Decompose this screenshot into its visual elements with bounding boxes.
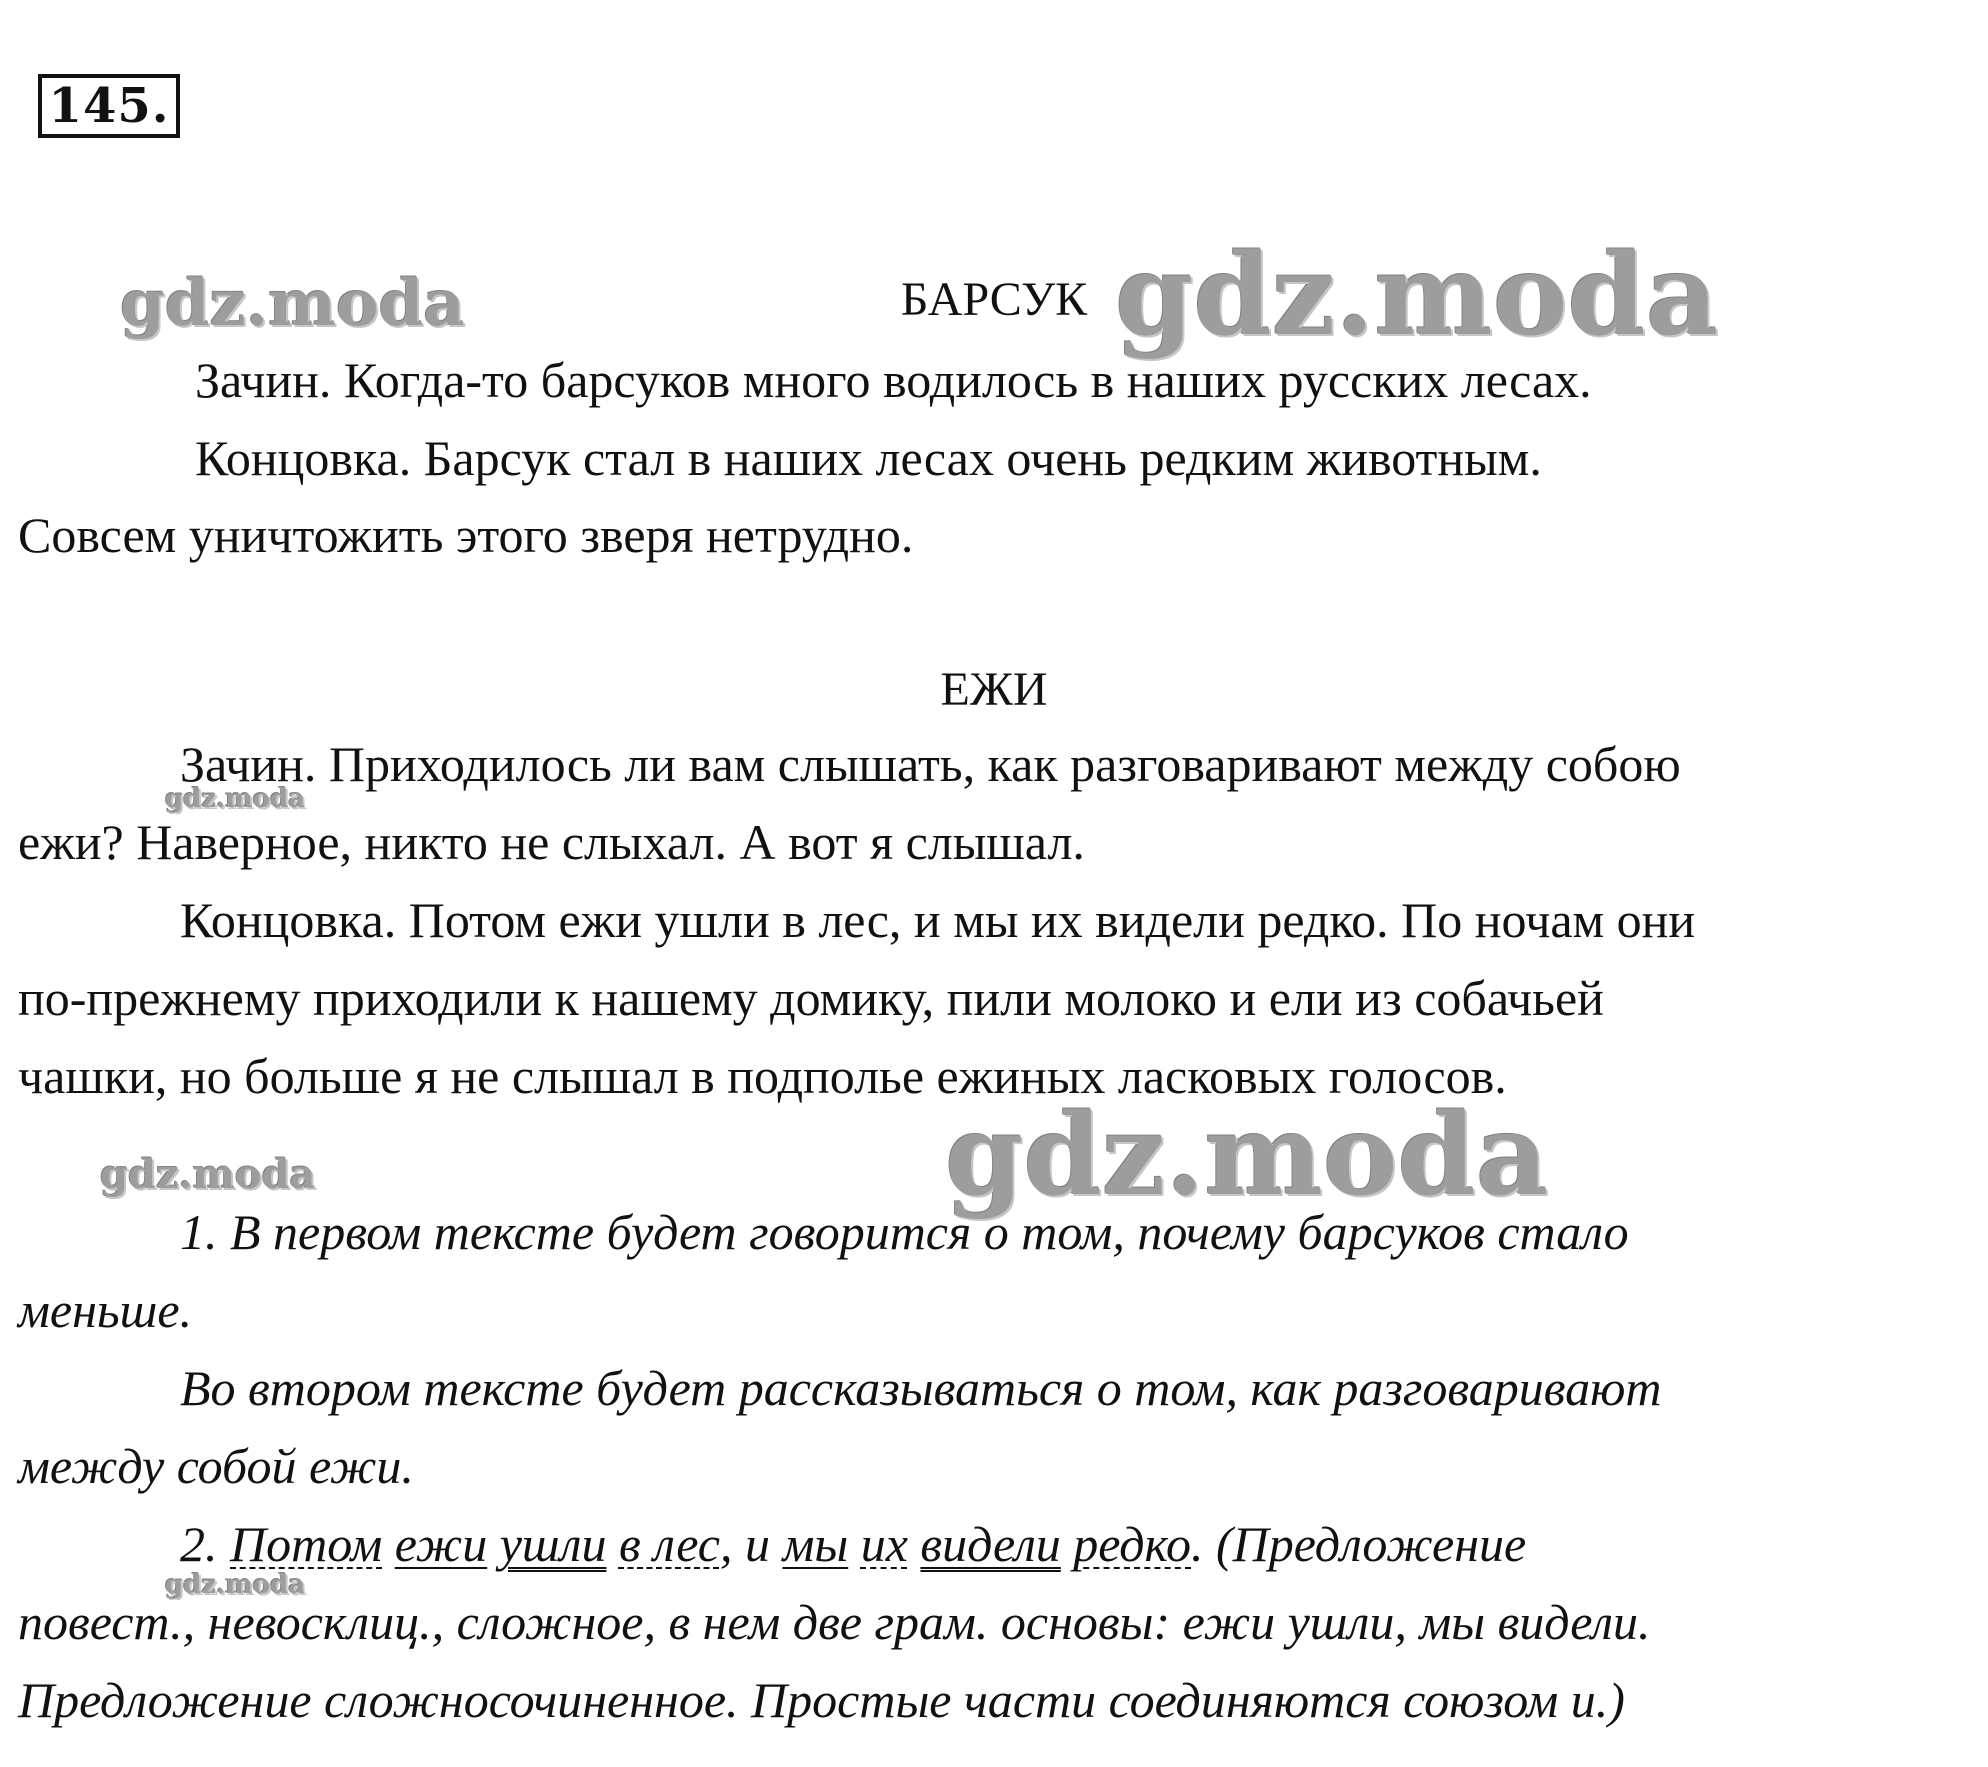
answer-2-comma: , и — [719, 1516, 783, 1572]
section1-line-2: Концовка. Барсук стал в наших лесах очень редким животным. — [195, 430, 1542, 486]
watermark-top-left: gdz.moda — [120, 266, 465, 341]
answer-2-suffix: . (Предложение — [1191, 1516, 1527, 1572]
subject-ezhi: ежи — [394, 1516, 488, 1572]
watermark-mid-left: gdz.moda — [100, 1151, 316, 1198]
predicate-videli: видели — [920, 1516, 1061, 1572]
object-ikh: их — [860, 1516, 908, 1572]
answer-2-prefix: 2. — [180, 1516, 230, 1572]
section1-title: БАРСУК — [900, 273, 1088, 326]
answer-2-line-3: Предложение сложносочиненное. Простые части соединяются союзом и.) — [18, 1672, 1625, 1728]
answer-1b-line-2: между собой ежи. — [18, 1438, 414, 1494]
section2-line-3: Концовка. Потом ежи ушли в лес, и мы их видели редко. По ночам они — [180, 892, 1696, 948]
section2-line-5: чашки, но больше я не слышал в подполье ежиных ласковых голосов. — [18, 1048, 1507, 1104]
watermark-small-2: gdz.moda — [165, 1570, 306, 1600]
watermark-middle: gdz.moda — [945, 1090, 1549, 1221]
predicate-ushli: ушли — [499, 1516, 607, 1572]
watermark-small-1: gdz.moda — [165, 784, 306, 814]
section1-line-1: Зачин. Когда-то барсуков много водилось в наших русских лесах. — [195, 352, 1592, 408]
section2-title: ЕЖИ — [940, 663, 1048, 716]
answer-2-line-2: повест., невосклиц., сложное, в нем две грам. основы: ежи ушли, мы видели. — [18, 1594, 1651, 1650]
section1-line-3: Совсем уничтожить этого зверя нетрудно. — [18, 507, 914, 563]
answer-1b-line-1: Во втором тексте будет рассказываться о том, как разговаривают — [180, 1360, 1662, 1416]
answer-1-line-2: меньше. — [18, 1282, 193, 1338]
adverbial-redko: редко — [1073, 1516, 1192, 1572]
exercise-number: 145. — [38, 74, 180, 138]
answer-2-line-1 — [180, 1514, 1526, 1574]
section2-line-4: по-прежнему приходили к нашему домику, пили молоко и ели из собачьей — [18, 970, 1604, 1026]
adverbial-potom: Потом — [230, 1516, 383, 1572]
subject-my: мы — [782, 1516, 849, 1572]
answer-1-line-1: 1. В первом тексте будет говорится о том, почему барсуков стало — [180, 1204, 1629, 1260]
adverbial-v-les: в лес — [618, 1516, 720, 1572]
section2-line-1: Зачин. Приходилось ли вам слышать, как разговаривают между собою — [180, 736, 1681, 792]
watermark-top-right: gdz.moda — [1115, 230, 1719, 361]
section2-line-2: ежи? Наверное, никто не слыхал. А вот я слышал. — [18, 814, 1085, 870]
